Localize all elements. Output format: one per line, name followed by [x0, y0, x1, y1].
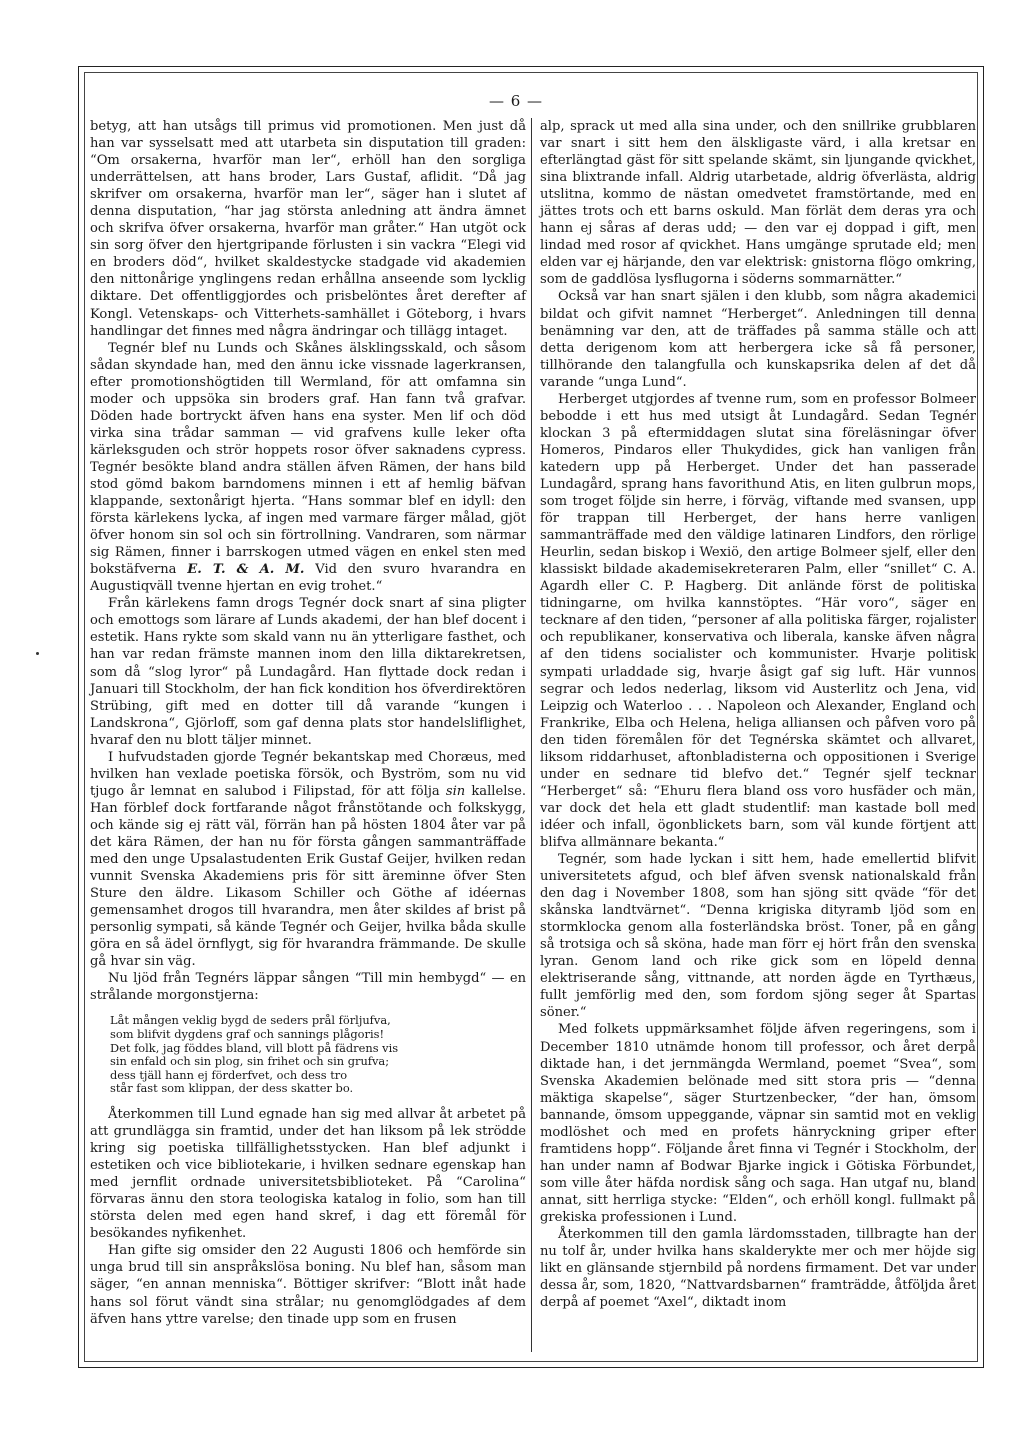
column-divider: [531, 118, 532, 1352]
paragraph: Tegnér, som hade lyckan i sitt hem, hade emellertid blifvit universitetets afgud, och blef äfven svensk nationalskald från den dag i November 1808, som han sjöng sitt qväde “för det skånska landtvärnet“. “Denna krigiska dityramb ljöd som en stormklocka genom alla fosterländska bröst. Toner, på en gång så trotsiga och så sköna, hade man förr ej hört från den svenska lyran. Genom land och rike gick som en löpeld denna elektriserande sång, vittnande, att norden ägde en Tyrthæus, fullt jemförlig med den, som fordom sjöng seger åt Spartas söner.“: [540, 852, 976, 1021]
paragraph: Herberget utgjordes af tvenne rum, som en professor Bolmeer bebodde i ett hus med utsigt åt Lundagård. Sedan Tegnér klockan 3 på eftermiddagen slutat sina föreläsningar öfver Homeros, Pindaros eller Thukydides, gick han vanligen från katedern upp på Herberget. Under det han passerade Lundagård, sprang hans favorithund Atis, en liten gulbrun mops, som troget följde sin herre, i förväg, viftande med svansen, upp för trappan till Herberget, der hans herre vanligen sammanträffade med den väldige latinaren Lindfors, den rörlige Heurlin, sedan biskop i Wexiö, den artige Bolmeer sjelf, eller den klassiskt bildade akademisekreteraren Palm, eller “snillet“ C. A. Agardh eller C. P. Hagberg. Dit anlände först de politiska tidningarne, om hvilka kannstöptes. “Här voro“, säger en tecknare af den tiden, “personer af alla politiska färger, rojalister och republikaner, konservativa och liberala, kanske äfven några af den tidens socialister och kommunister. Hvarje politisk sympati urladdade sig, hvarje åsigt gaf sig luft. Här vunnos segrar och ledos nederlag, liksom vid Austerlitz och Jena, vid Leipzig och Waterloo . . . Napoleon och Alexander, England och Frankrike, Elba och Helena, heliga alliansen och påfven voro på den tiden föremålen för det Tegnérska skämtet och allvaret, liksom riddarhuset, aftonbladisterna och oppositionen i Sverige under en sednare tid blefvo det.“ Tegnér sjelf tecknar “Herberget“ så: “Ehuru flera bland oss voro husfäder och män, var dock det hela ett gladt studentlif: man kastade boll med idéer och infall, ögonblickets barn, som väl kunde förtjent att blifva allmännare bekanta.“: [540, 391, 976, 850]
margin-speck: [36, 652, 39, 655]
emphasis-word: sin: [445, 783, 466, 799]
poem-line: dess tjäll hann ej förderfvet, och dess tro: [110, 1067, 348, 1082]
left-column: [90, 118, 526, 1328]
poem-line: sin enfald och sin plog, sin frihet och sin grufva;: [110, 1054, 390, 1069]
paragraph: Återkommen till Lund egnade han sig med allvar åt arbetet på att grundlägga sin framtid, under det han liksom på lek strödde kring sig poetiska tillfällighetsstycken. Han blef adjunkt i estetiken och vice bibliotekarie, i hvilken sednare egenskap han med jernflit ordnade universitetsbiblioteket. På “Carolina“ förvaras ännu den stora teologiska katalog in folio, som han till största delen med egen hand skref, i dag ett föremål för besökandes nyfikenhet.: [90, 1107, 526, 1242]
paragraph: alp, sprack ut med alla sina under, och den snillrike grubblaren var snart i sitt hem den älskligaste värd, i alla kretsar en efterlängtad gäst för sitt spelande skämt, sin ljungande qvickhet, sina blixtrande infall. Aldrig utarbetade, aldrig öfverlästa, aldrig utslitna, kommo de nästan omedvetet framstörtande, med en jättes trots och ett barns oskuld. Man förlät dem deras yra och hann ej såras af deras udd; — den var ej doppad i gift, men lindad med rosor af qvickhet. Hans umgänge sprutade eld; men elden var ej härjande, den var elektrisk: gnistorna flögo omkring, som de gaddlösa lysflugorna i söderns sommarnätter.“: [540, 119, 976, 288]
page-number: — 6 —: [488, 92, 544, 110]
paragraph: Han gifte sig omsider den 22 Augusti 1806 och hemförde sin unga brud till sin anspråkslösa boning. Nu blef han, såsom man säger, “en annan menniska“. Böttiger skrifver: “Blott inåt hade hans sol förut vändt sina strålar; nu genomglödgades af dem äfven hans yttre varelse; den tinade upp som en frusen: [90, 1243, 526, 1327]
paragraph: Nu ljöd från Tegnérs läppar sången “Till min hembygd“ — en strålande morgonstjerna:: [90, 971, 526, 1004]
poem-line: Låt mången veklig bygd de seders prål förljufva,: [110, 1013, 391, 1028]
paragraph: Återkommen till den gamla lärdomsstaden, tillbragte han der nu tolf år, under hvilka hans skalderykte mer och mer höjde sig likt en glänsande stjernbild på nordens firmament. Det var under dessa år, som, 1820, “Nattvardsbarnen“ framträdde, åtföljda året derpå af poemet “Axel“, diktadt inom: [540, 1227, 976, 1311]
initials-inscription: E. T. & A. M.: [187, 562, 305, 578]
poem-line: Det folk, jag föddes bland, vill blott på fädrens vis: [110, 1040, 399, 1055]
poem-line: som blifvit dygdens graf och sannings plågoris!: [110, 1027, 385, 1042]
paragraph: Med folkets uppmärksamhet följde äfven regeringens, som i December 1810 utnämde honom till professor, och året derpå diktade han, i det jernmängda Wermland, poemet “Svea“, som Svenska Akademien belönade med sitt stora pris — “denna mäktiga skapelse“, säger Sturtzenbecker, “der han, ömsom bannande, ömsom uppeggande, väpnar sin samtid mot en veklig modlöshet och med en profets hänryckning griper efter framtidens hopp“. Följande året finna vi Tegnér i Stockholm, der han under namn af Bodwar Bjarke ingick i Götiska Förbundet, som ville åter häfda nordisk sång och saga. Han utgaf nu, bland annat, sitt herrliga stycke: “Elden“, och erhöll kongl. fullmakt på grekiska professionen i Lund.: [540, 1022, 976, 1225]
paragraph-text: Tegnér blef nu Lunds och Skånes älsklingsskald, och såsom sådan skyndade han, med den ännu icke vissnade lagerkransen, efter promotionshögtiden till Wermland, för att omfamna sin moder och uppsöka sin broders graf. Han fann två grafvar. Döden hade bortryckt äfven hans ena syster. Men lif och död virka sina trådar samman — vid grafvens kulle leker ofta kärleksguden och strör hoppets rosor öfver saknadens cypress. Tegnér besökte bland andra ställen äfven Rämen, der hans bild stod gömd bakom barndomens minnen i ett af hemlig bäfvan klappande, sextonårigt hjerta. “Hans sommar blef en idyll: den första kärlekens lycka, af ingen med varmare färger målad, gjöt öfver honom sin sol och sin förtrollning. Vandraren, som närmar sig Rämen, finner i barrskogen utmed vägen en enkel sten med bokstäfverna: [90, 340, 526, 578]
paragraph: betyg, att han utsågs till primus vid promotionen. Men just då han var sysselsatt med att utarbeta sin disputation till graden: “Om orsakerna, hvarför man ler“, erhöll han den sorgliga underrättelsen, att hans broder, Lars Gustaf, aflidit. “Då jag skrifver om orsakerna, hvarför man ler“, säger han i slutet af denna disputation, “har jag största anledning att ändra ämnet och skrifva öfver orsakerna, hvarför man gråter.“ Han utgöt ock sin sorg öfver den hjertgripande förlusten i sin vackra “Elegi vid en broders död“, hvilket skaldestycke stadgade vid akademien den nittonårige ynglingens redan erhållna anseende som lycklig diktare. Det offentliggjordes och prisbelöntes året derefter af Kongl. Vetenskaps- och Vitterhets-samhället i Göteborg, i hvars handlingar det finnes med några ändringar och tillägg intaget.: [90, 119, 526, 339]
poem-stanza: [110, 1014, 526, 1096]
paragraph-text: kallelse. Han förblef dock fortfarande något frånstötande och folkskygg, och kände sig ej rätt väl, förrän han på hösten 1804 åter var på det kära Rämen, der han nu för första gången sammanträffade med den unge Upsalastudenten Erik Gustaf Geijer, hvilken redan vunnit Svenska Akademiens pris för sitt äreminne öfver Sten Sture den äldre. Likasom Schiller och Göthe af idéernas gemensamhet drogos till hvarandra, men åter skildes af brist på personlig sympati, så kände Tegnér och Geijer, hvilka båda skulle göra en så ädel örnflygt, sig för hvarandra främmande. De skulle gå hvar sin väg.: [90, 783, 527, 970]
paragraph: [90, 749, 526, 971]
poem-line: står fast som klippan, der dess skatter bo.: [110, 1081, 354, 1096]
paragraph: Från kärlekens famn drogs Tegnér dock snart af sina pligter och emottogs som lärare af Lunds akademi, der han blef docent i estetik. Hans rykte som skald vann nu än ytterligare fasthet, och han var redan främste mannen inom den lilla diktarekretsen, som då “slog lyror“ på Lundagård. Han flyttade dock redan i Januari till Stockholm, der han fick kondition hos öfverdirektören Strübing, gift med en dotter till då varande “kungen i Landskrona“, Gjörloff, som gaf denna plats stor handelsliflighet, hvaraf den nu blott täljer minnet.: [90, 596, 526, 748]
paragraph-text: Vid den svuro hvarandra en Augustiqväll tvenne hjertan en evig trohet.“: [90, 562, 526, 595]
paragraph-text: I hufvudstaden gjorde Tegnér bekantskap med Choræus, med hvilken han vexlade poetiska försök, och Byström, som nu vid tjugo år lemnat en salubod i Filipstad, för att följa: [90, 749, 526, 799]
paragraph: [90, 340, 526, 596]
paragraph: Också var han snart själen i den klubb, som några akademici bildat och gifvit namnet “Herberget“. Anledningen till denna benämning var den, att de träffades på samma ställe och att detta derigenom kom att herbergera icke så få personer, tillhörande den talangfulla och kunskapsrika delen af det då varande “unga Lund“.: [540, 289, 976, 390]
right-column: [540, 118, 976, 1311]
